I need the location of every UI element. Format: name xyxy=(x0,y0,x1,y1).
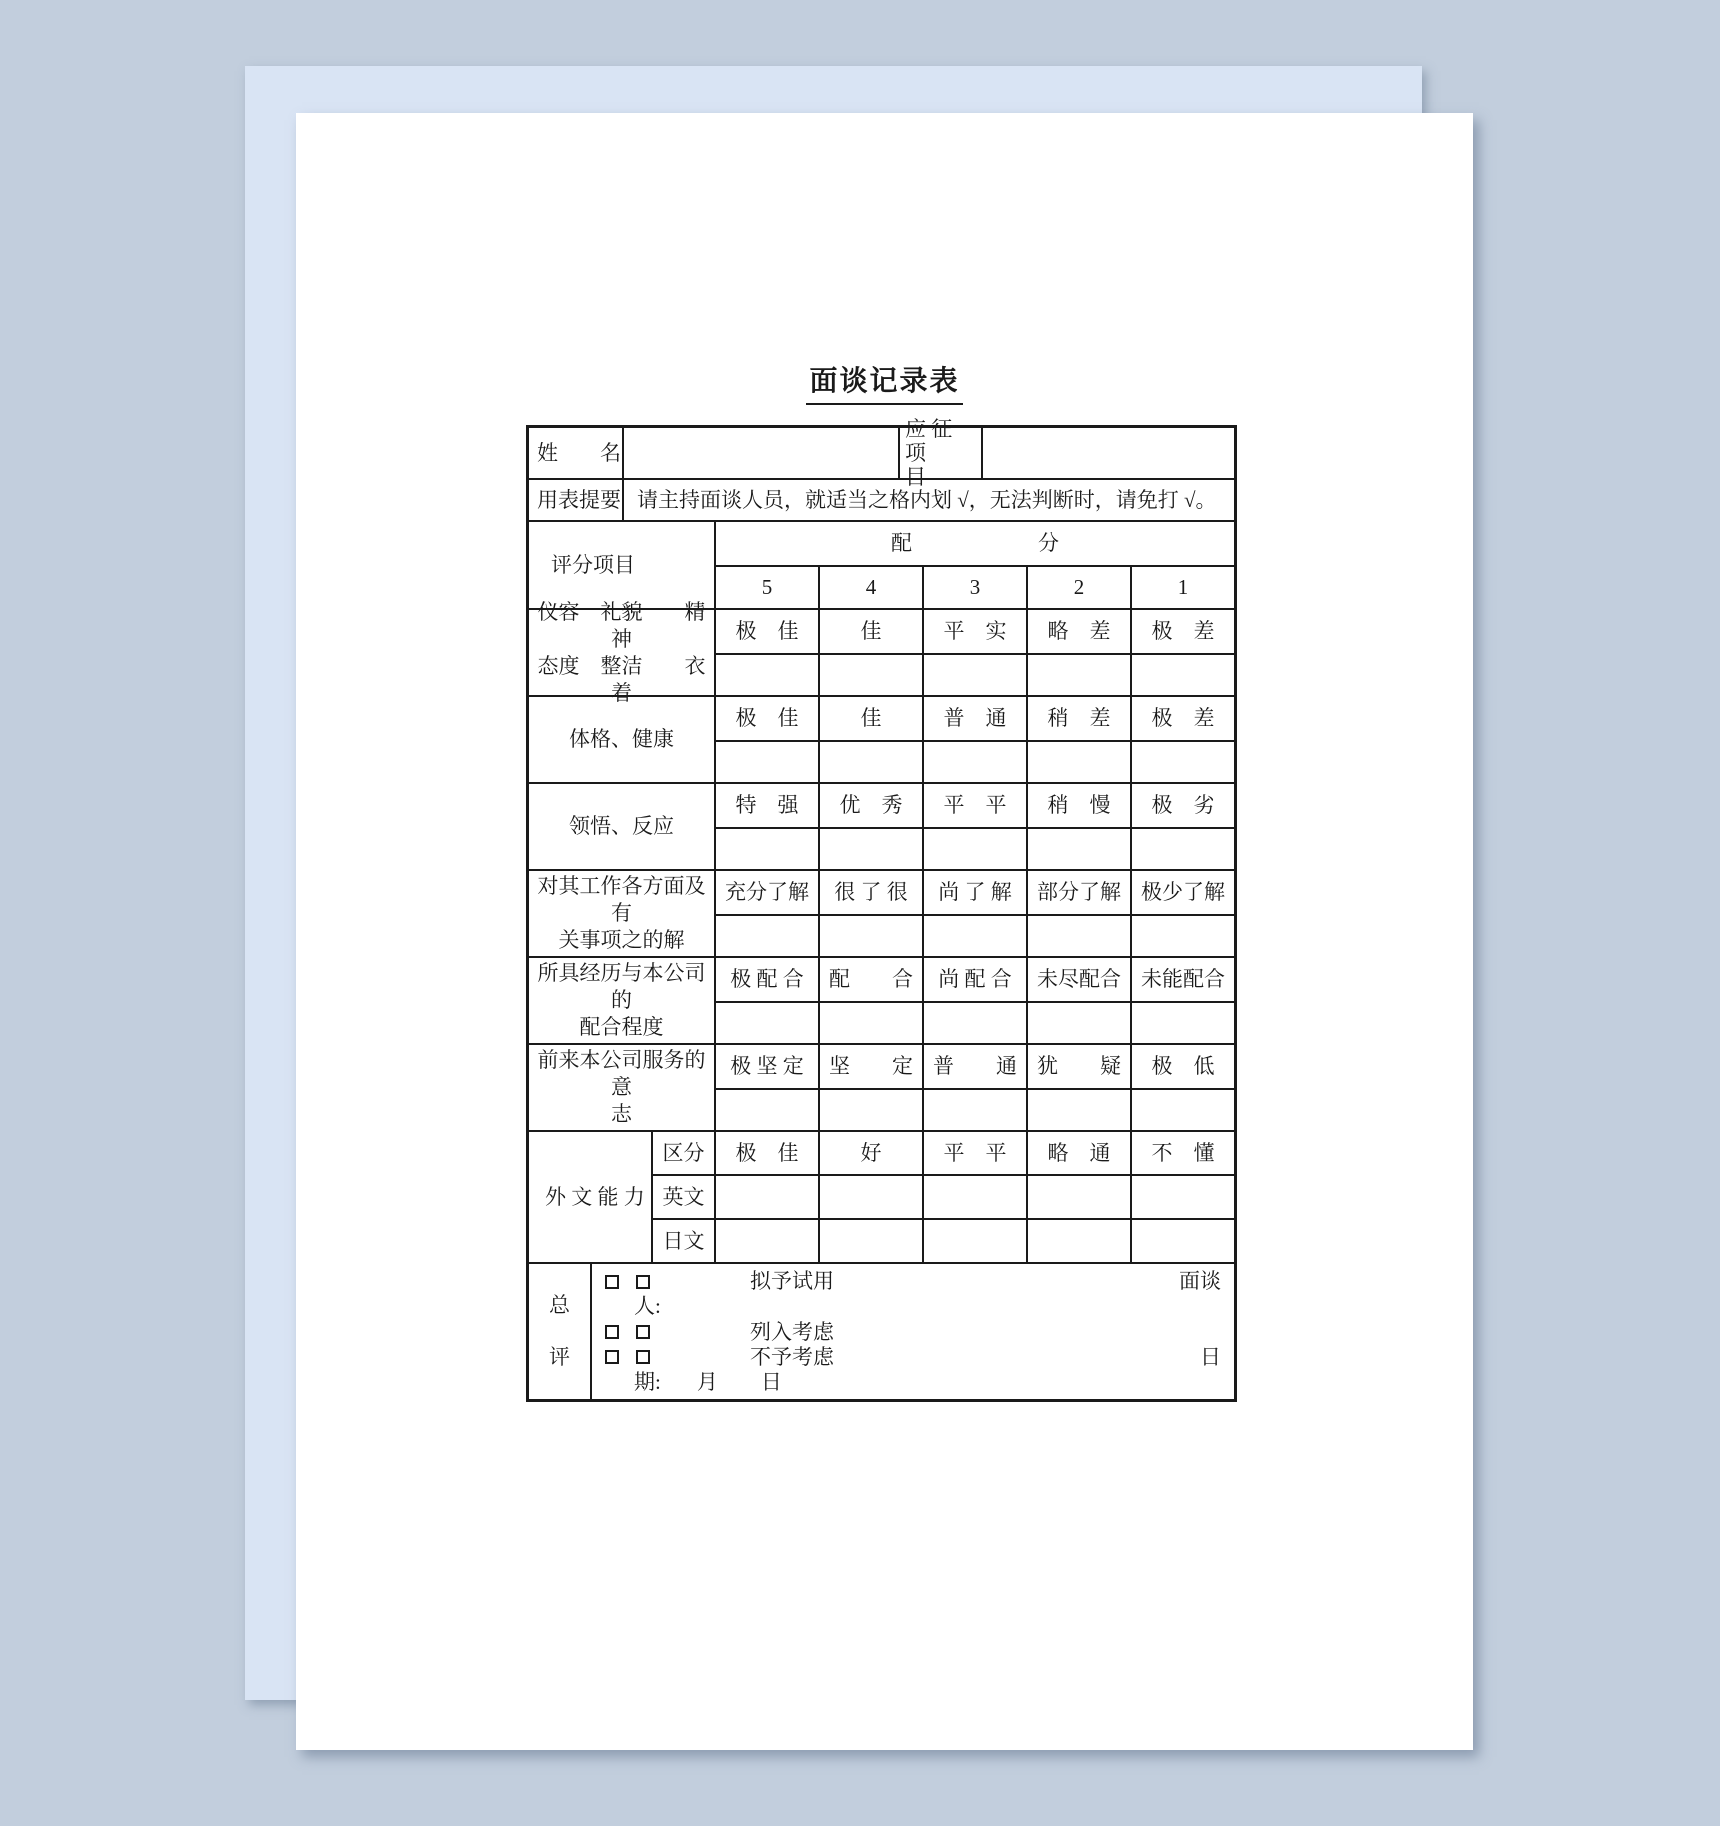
mark-cell[interactable] xyxy=(924,829,1028,869)
section-label-line: 配合程度 xyxy=(579,1015,664,1039)
rating-section-experience-fit xyxy=(529,958,1234,1045)
language-ability-section xyxy=(529,1132,1234,1264)
section-label xyxy=(529,599,716,705)
mark-row xyxy=(716,829,1234,869)
table-row xyxy=(529,417,1234,489)
day-label: 日 xyxy=(760,1370,782,1394)
option-label-row xyxy=(716,871,1234,916)
section-label xyxy=(529,784,716,869)
point-3: 3 xyxy=(924,567,1028,608)
mark-cell[interactable] xyxy=(820,829,924,869)
section-options xyxy=(716,1045,1234,1130)
option-label-row xyxy=(716,697,1234,742)
mark-cell[interactable] xyxy=(1028,655,1132,695)
section-label-line: 态度 整洁 衣着 xyxy=(537,653,706,705)
option-cell: 未能配合 xyxy=(1141,967,1225,991)
checkbox[interactable] xyxy=(605,1275,619,1289)
mark-cell[interactable] xyxy=(924,1220,1028,1262)
option-cell: 极 佳 xyxy=(716,610,820,653)
title-area xyxy=(296,359,1473,405)
rating-section-appearance xyxy=(529,599,1234,705)
overall-label-bottom: 评 xyxy=(549,1344,570,1369)
option-cell: 略 通 xyxy=(1028,1132,1132,1174)
option-cell: 平 平 xyxy=(924,1132,1028,1174)
option-cell: 犹 疑 xyxy=(1028,1045,1132,1088)
checkbox[interactable] xyxy=(636,1350,650,1364)
points-group-label: 配 分 xyxy=(716,522,1234,567)
mark-cell[interactable] xyxy=(716,1090,820,1130)
mark-row xyxy=(716,1090,1234,1130)
score-header-row xyxy=(529,522,1234,610)
summary-label: 用表提要 xyxy=(529,480,624,520)
option-cell: 极 佳 xyxy=(716,697,820,740)
overall-line-1 xyxy=(605,1269,1221,1294)
interviewer-word-part1: 面谈 xyxy=(1179,1269,1221,1293)
overall-line-2 xyxy=(605,1294,1221,1319)
mark-cell[interactable] xyxy=(716,1220,820,1262)
option-cell: 佳 xyxy=(820,697,924,740)
option-label-row xyxy=(716,610,1234,655)
rating-section-willingness xyxy=(529,1045,1234,1132)
mark-cell[interactable] xyxy=(1132,655,1234,695)
month-label: 月 xyxy=(696,1370,718,1394)
option-cell: 好 xyxy=(820,1132,924,1174)
section-label-line: 前来本公司服务的意 xyxy=(537,1048,706,1099)
mark-row xyxy=(716,1003,1234,1043)
option-cell: 不 懂 xyxy=(1151,1140,1215,1165)
overall-evaluation-section xyxy=(529,1264,1234,1399)
rating-section-job-knowledge xyxy=(529,871,1234,958)
overall-label-top: 总 xyxy=(549,1293,570,1318)
point-4: 4 xyxy=(820,567,924,608)
option-label-row xyxy=(716,784,1234,829)
option-cell: 平 平 xyxy=(924,784,1028,827)
section-label-line: 所具经历与本公司的 xyxy=(537,961,706,1012)
language-english-row xyxy=(653,1176,1234,1220)
rating-section-physique xyxy=(529,697,1234,784)
section-label-line: 领悟、反应 xyxy=(569,814,674,838)
applied-position-input-cell[interactable] xyxy=(983,428,1234,478)
option-cell: 极 差 xyxy=(1151,619,1215,643)
overall-line-5 xyxy=(605,1370,1221,1395)
mark-cell[interactable] xyxy=(1132,1090,1234,1130)
option-cell: 稍 慢 xyxy=(1028,784,1132,827)
date-word-part2: 期: xyxy=(634,1370,661,1394)
mark-cell[interactable] xyxy=(716,916,820,956)
mark-row xyxy=(716,742,1234,782)
points-header-area xyxy=(716,522,1234,608)
checkbox[interactable] xyxy=(636,1275,650,1289)
language-grid xyxy=(653,1132,1234,1262)
mark-cell[interactable] xyxy=(1132,829,1234,869)
mark-cell[interactable] xyxy=(820,1220,924,1262)
option-cell: 尚 配 合 xyxy=(924,958,1028,1001)
option-cell: 极 配 合 xyxy=(716,958,820,1001)
mark-cell[interactable] xyxy=(1132,1003,1234,1043)
option-cell: 配 合 xyxy=(820,958,924,1001)
mark-cell[interactable] xyxy=(1028,916,1132,956)
option-cell: 充分了解 xyxy=(716,871,820,914)
mark-cell[interactable] xyxy=(716,1176,820,1218)
language-ability-label: 外 文 能 力 xyxy=(529,1132,653,1262)
option-cell: 很 了 很 xyxy=(820,871,924,914)
section-label-line: 关事项之的解 xyxy=(558,928,685,952)
option-cell: 普 通 xyxy=(924,697,1028,740)
overall-body xyxy=(592,1264,1234,1399)
option-cell: 极 差 xyxy=(1151,706,1215,730)
page-title: 面谈记录表 xyxy=(806,359,962,405)
mark-cell[interactable] xyxy=(716,655,820,695)
mark-row xyxy=(716,916,1234,956)
name-label: 姓 名 xyxy=(529,428,624,478)
section-label-line: 仪容 礼貌 精神 xyxy=(537,599,706,651)
option-cell: 未尽配合 xyxy=(1028,958,1132,1001)
section-options xyxy=(716,871,1234,956)
section-options xyxy=(716,958,1234,1043)
mark-cell[interactable] xyxy=(1028,742,1132,782)
section-label-line: 志 xyxy=(611,1102,632,1126)
option-cell: 极 佳 xyxy=(716,1132,820,1174)
name-input-cell[interactable] xyxy=(624,428,900,478)
overall-option-reject: 不予考虑 xyxy=(750,1344,834,1369)
point-2: 2 xyxy=(1028,567,1132,608)
mark-cell[interactable] xyxy=(1028,1220,1132,1262)
section-label xyxy=(529,871,716,956)
mark-cell[interactable] xyxy=(1028,1176,1132,1218)
mark-cell[interactable] xyxy=(820,1176,924,1218)
mark-cell[interactable] xyxy=(716,742,820,782)
mark-cell[interactable] xyxy=(924,1003,1028,1043)
option-cell: 坚 定 xyxy=(820,1045,924,1088)
section-options xyxy=(716,610,1234,695)
checkbox[interactable] xyxy=(605,1350,619,1364)
point-1: 1 xyxy=(1177,574,1189,599)
section-label xyxy=(529,1045,716,1130)
summary-text: 请主持面谈人员，就适当之格内划 √，无法判断时，请免打 √。 xyxy=(637,487,1217,512)
mark-cell[interactable] xyxy=(1028,1090,1132,1130)
mark-cell[interactable] xyxy=(716,829,820,869)
mark-cell[interactable] xyxy=(924,655,1028,695)
section-label-line: 体格、健康 xyxy=(569,727,674,751)
option-cell: 尚 了 解 xyxy=(924,871,1028,914)
option-cell: 佳 xyxy=(820,610,924,653)
option-cell: 极 坚 定 xyxy=(716,1045,820,1088)
overall-line-4 xyxy=(605,1345,1221,1370)
option-label-row xyxy=(716,958,1234,1003)
overall-option-trial: 拟予试用 xyxy=(750,1269,834,1293)
mark-cell[interactable] xyxy=(820,1090,924,1130)
mark-cell[interactable] xyxy=(1132,1176,1234,1218)
mark-row xyxy=(716,655,1234,695)
option-cell: 极少了解 xyxy=(1141,880,1225,904)
option-cell: 极 低 xyxy=(1151,1054,1215,1078)
option-cell: 稍 差 xyxy=(1028,697,1132,740)
section-label xyxy=(529,697,716,782)
rating-section-comprehension xyxy=(529,784,1234,871)
section-options xyxy=(716,697,1234,782)
overall-label xyxy=(529,1264,592,1399)
mark-cell[interactable] xyxy=(1132,1220,1234,1262)
mark-cell[interactable] xyxy=(820,655,924,695)
section-label-line: 对其工作各方面及有 xyxy=(537,874,706,925)
option-label-row xyxy=(716,1045,1234,1090)
mark-cell[interactable] xyxy=(1132,916,1234,956)
option-cell: 普 通 xyxy=(924,1045,1028,1088)
language-japanese-row xyxy=(653,1220,1234,1262)
section-options xyxy=(716,784,1234,869)
mark-cell[interactable] xyxy=(820,1003,924,1043)
checkbox[interactable] xyxy=(605,1325,619,1339)
language-row-head: 日文 xyxy=(653,1220,716,1262)
points-row xyxy=(716,567,1234,608)
mark-cell[interactable] xyxy=(716,1003,820,1043)
mark-cell[interactable] xyxy=(820,742,924,782)
overall-line-3 xyxy=(605,1320,1221,1345)
mark-cell[interactable] xyxy=(924,742,1028,782)
mark-cell[interactable] xyxy=(1028,829,1132,869)
mark-cell[interactable] xyxy=(1028,1003,1132,1043)
option-cell: 特 强 xyxy=(716,784,820,827)
overall-option-consider: 列入考虑 xyxy=(750,1319,834,1344)
date-word-part1: 日 xyxy=(1200,1344,1221,1369)
option-cell: 平 实 xyxy=(924,610,1028,653)
option-cell: 部分了解 xyxy=(1028,871,1132,914)
interview-form-table xyxy=(526,417,1237,1402)
option-cell: 略 差 xyxy=(1028,610,1132,653)
applied-position-label-line2: 目 xyxy=(905,465,926,489)
mark-cell[interactable] xyxy=(924,1176,1028,1218)
applied-position-label-line1: 应 征 项 xyxy=(905,417,953,465)
language-row-head: 英文 xyxy=(653,1176,716,1218)
option-cell: 优 秀 xyxy=(820,784,924,827)
mark-cell[interactable] xyxy=(924,916,1028,956)
language-row-head: 区分 xyxy=(653,1132,716,1174)
mark-cell[interactable] xyxy=(820,916,924,956)
point-5: 5 xyxy=(716,567,820,608)
mark-cell[interactable] xyxy=(1132,742,1234,782)
applied-position-label xyxy=(900,417,983,489)
mark-cell[interactable] xyxy=(924,1090,1028,1130)
option-cell: 极 劣 xyxy=(1151,793,1215,817)
table-row xyxy=(529,480,1234,522)
criteria-header-label: 评分项目 xyxy=(529,522,716,608)
language-scale-row xyxy=(653,1132,1234,1176)
interviewer-word-part2: 人: xyxy=(634,1294,661,1319)
checkbox[interactable] xyxy=(636,1325,650,1339)
section-label xyxy=(529,958,716,1043)
document-page xyxy=(296,113,1473,1750)
